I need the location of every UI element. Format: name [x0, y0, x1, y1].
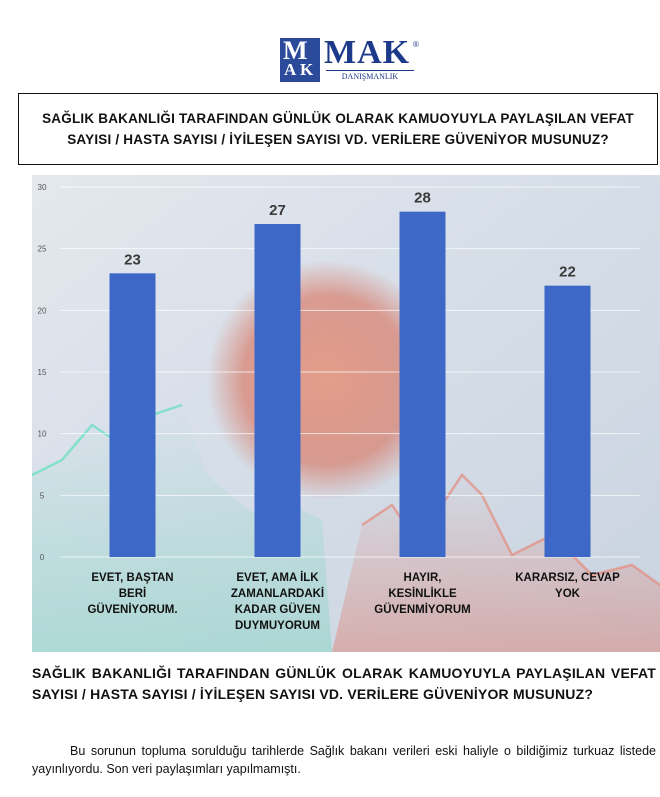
- question-text: SAĞLIK BAKANLIĞI TARAFINDAN GÜNLÜK OLARAK KAMUOYUYLA PAYLAŞILAN VEFAT SAYISI / HASTA SAYISI / İYİLEŞEN SAYISI VD. VERİLERE GÜVENİYOR MUSUNUZ?: [32, 665, 656, 702]
- y-tick-label: 10: [37, 429, 47, 439]
- chart-title-box: [18, 93, 658, 165]
- logo-wordmark: MAK: [324, 34, 411, 71]
- data-label: 28: [414, 189, 431, 207]
- logo-letter-k: K: [300, 60, 314, 79]
- bar: [545, 286, 591, 557]
- logo-registered-mark: ®: [413, 40, 419, 49]
- y-tick-label: 20: [37, 306, 47, 316]
- data-label: 23: [124, 251, 141, 269]
- company-logo: [280, 34, 420, 84]
- y-tick-label: 30: [37, 183, 47, 192]
- category-label: EVET, BAŞTAN BERİ GÜVENİYORUM.: [87, 572, 178, 616]
- y-tick-label: 5: [39, 491, 45, 501]
- logo-letter-a: A: [284, 60, 297, 79]
- logo-mark: [280, 38, 320, 82]
- data-label: 22: [559, 263, 576, 281]
- category-label: KARARSIZ, CEVAP YOK: [515, 572, 620, 600]
- bar-chart: [32, 175, 660, 652]
- data-label: 27: [269, 202, 286, 219]
- logo-subtitle: DANIŞMANLIK: [326, 70, 414, 81]
- y-tick-label: 25: [37, 244, 47, 254]
- note-paragraph: Bu sorunun topluma sorulduğu tarihlerde Sağlık bakanı verileri eski haliyle o bildiğimiz turkuaz listede yayınlıyordu. Son veri paylaşımları yapılmamıştı.: [32, 744, 656, 776]
- category-label: EVET, AMA İLK ZAMANLARDAKİ KADAR GÜVEN DUYMUYORUM: [230, 572, 325, 632]
- bar: [110, 273, 156, 557]
- bar: [255, 224, 301, 557]
- bar: [400, 212, 446, 557]
- chart-title: SAĞLIK BAKANLIĞI TARAFINDAN GÜNLÜK OLARAK KAMUOYUYLA PAYLAŞILAN VEFAT SAYISI / HASTA SAYISI / İYİLEŞEN SAYISI VD. VERİLERE GÜVENİYOR MUSUNUZ?: [42, 111, 634, 147]
- bar-chart-svg: [32, 175, 660, 652]
- logo-letter-m: M: [283, 36, 308, 65]
- y-tick-label: 15: [37, 368, 47, 377]
- category-label: HAYIR, KESİNLİKLE GÜVENMİYORUM: [374, 572, 471, 616]
- y-tick-label: 0: [39, 553, 45, 562]
